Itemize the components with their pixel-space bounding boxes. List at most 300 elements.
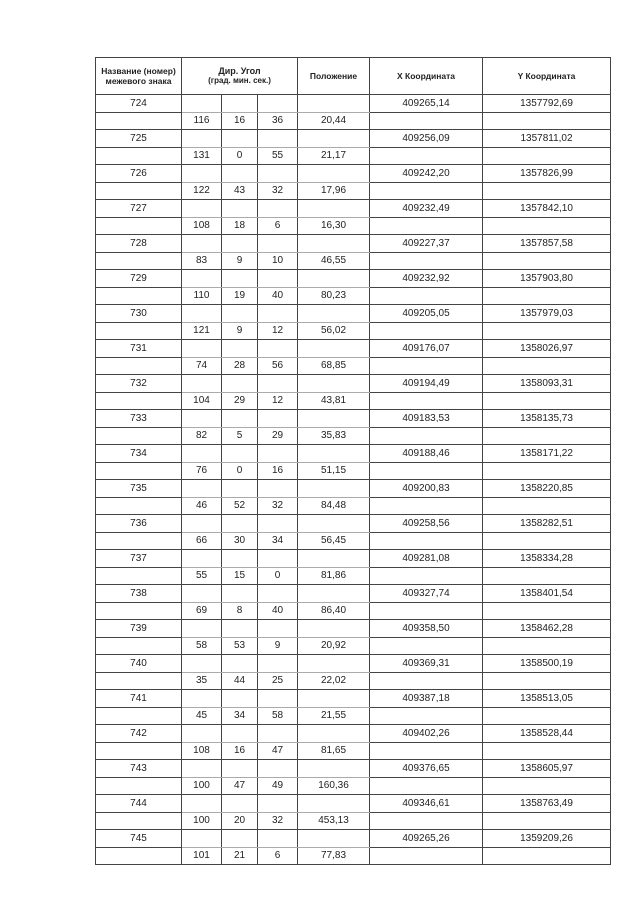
empty-cell (298, 515, 370, 533)
angle-minutes: 53 (222, 637, 258, 655)
empty-cell (182, 620, 222, 638)
empty-cell (182, 725, 222, 743)
angle-degrees: 104 (182, 392, 222, 410)
empty-cell (96, 147, 182, 165)
point-y-coordinate: 1357826,99 (483, 165, 611, 183)
point-y-coordinate: 1357857,58 (483, 235, 611, 253)
empty-cell (483, 217, 611, 235)
point-x-coordinate: 409258,56 (370, 515, 483, 533)
empty-cell (483, 427, 611, 445)
angle-degrees: 122 (182, 182, 222, 200)
angle-degrees: 83 (182, 252, 222, 270)
empty-cell (483, 252, 611, 270)
segment-length: 56,45 (298, 532, 370, 550)
segment-length: 16,30 (298, 217, 370, 235)
point-y-coordinate: 1358528,44 (483, 725, 611, 743)
empty-cell (483, 322, 611, 340)
segment-length: 20,44 (298, 112, 370, 130)
empty-cell (222, 725, 258, 743)
point-y-coordinate: 1358282,51 (483, 515, 611, 533)
point-name: 725 (96, 130, 182, 148)
angle-degrees: 46 (182, 497, 222, 515)
empty-cell (370, 147, 483, 165)
empty-cell (222, 305, 258, 323)
point-name: 745 (96, 830, 182, 848)
point-x-coordinate: 409183,53 (370, 410, 483, 428)
table-row-segment (96, 567, 611, 585)
empty-cell (258, 690, 298, 708)
angle-minutes: 0 (222, 147, 258, 165)
segment-length: 453,13 (298, 812, 370, 830)
angle-seconds: 9 (258, 637, 298, 655)
point-x-coordinate: 409227,37 (370, 235, 483, 253)
empty-cell (96, 392, 182, 410)
angle-degrees: 108 (182, 742, 222, 760)
empty-cell (483, 147, 611, 165)
empty-cell (483, 847, 611, 865)
empty-cell (483, 637, 611, 655)
empty-cell (483, 182, 611, 200)
empty-cell (298, 445, 370, 463)
empty-cell (182, 200, 222, 218)
table-row-segment (96, 602, 611, 620)
empty-cell (370, 462, 483, 480)
empty-cell (96, 707, 182, 725)
empty-cell (182, 375, 222, 393)
angle-minutes: 52 (222, 497, 258, 515)
table-row-point (96, 690, 611, 708)
empty-cell (298, 130, 370, 148)
point-y-coordinate: 1358093,31 (483, 375, 611, 393)
empty-cell (222, 375, 258, 393)
empty-cell (483, 672, 611, 690)
header-length: Положение (298, 58, 370, 95)
empty-cell (370, 392, 483, 410)
header-y: Y Координата (483, 58, 611, 95)
point-y-coordinate: 1358513,05 (483, 690, 611, 708)
point-y-coordinate: 1357903,80 (483, 270, 611, 288)
point-y-coordinate: 1358401,54 (483, 585, 611, 603)
header-angle-units: (град. мин. сек.) (208, 76, 271, 85)
angle-minutes: 0 (222, 462, 258, 480)
empty-cell (96, 497, 182, 515)
angle-seconds: 55 (258, 147, 298, 165)
empty-cell (370, 847, 483, 865)
angle-minutes: 9 (222, 252, 258, 270)
angle-seconds: 29 (258, 427, 298, 445)
angle-degrees: 100 (182, 812, 222, 830)
empty-cell (182, 515, 222, 533)
empty-cell (483, 112, 611, 130)
angle-minutes: 8 (222, 602, 258, 620)
empty-cell (483, 707, 611, 725)
angle-degrees: 76 (182, 462, 222, 480)
empty-cell (182, 655, 222, 673)
angle-degrees: 58 (182, 637, 222, 655)
angle-minutes: 9 (222, 322, 258, 340)
angle-seconds: 36 (258, 112, 298, 130)
angle-minutes: 5 (222, 427, 258, 445)
table-row-point (96, 340, 611, 358)
empty-cell (370, 217, 483, 235)
empty-cell (298, 795, 370, 813)
point-x-coordinate: 409232,49 (370, 200, 483, 218)
empty-cell (483, 567, 611, 585)
empty-cell (258, 200, 298, 218)
angle-seconds: 0 (258, 567, 298, 585)
empty-cell (182, 305, 222, 323)
point-name: 744 (96, 795, 182, 813)
empty-cell (182, 585, 222, 603)
empty-cell (298, 410, 370, 428)
angle-seconds: 6 (258, 847, 298, 865)
empty-cell (96, 637, 182, 655)
point-name: 733 (96, 410, 182, 428)
empty-cell (370, 777, 483, 795)
angle-seconds: 16 (258, 462, 298, 480)
point-y-coordinate: 1358763,49 (483, 795, 611, 813)
table-row-segment (96, 462, 611, 480)
table-body (96, 95, 611, 865)
angle-minutes: 29 (222, 392, 258, 410)
empty-cell (483, 602, 611, 620)
table-row-point (96, 445, 611, 463)
empty-cell (96, 217, 182, 235)
segment-length: 56,02 (298, 322, 370, 340)
table-row-segment (96, 147, 611, 165)
table-row-point (96, 655, 611, 673)
segment-length: 20,92 (298, 637, 370, 655)
table-row-segment (96, 182, 611, 200)
empty-cell (182, 165, 222, 183)
empty-cell (258, 375, 298, 393)
table-row-point (96, 200, 611, 218)
empty-cell (258, 165, 298, 183)
empty-cell (370, 322, 483, 340)
table-row-point (96, 410, 611, 428)
angle-seconds: 40 (258, 602, 298, 620)
empty-cell (182, 130, 222, 148)
angle-degrees: 35 (182, 672, 222, 690)
segment-length: 86,40 (298, 602, 370, 620)
table-row-point (96, 760, 611, 778)
empty-cell (182, 795, 222, 813)
table-row-segment (96, 532, 611, 550)
empty-cell (222, 550, 258, 568)
angle-degrees: 131 (182, 147, 222, 165)
point-name: 728 (96, 235, 182, 253)
empty-cell (298, 550, 370, 568)
point-name: 737 (96, 550, 182, 568)
empty-cell (96, 182, 182, 200)
point-y-coordinate: 1358171,22 (483, 445, 611, 463)
table-row-segment (96, 777, 611, 795)
table-row-point (96, 620, 611, 638)
segment-length: 21,17 (298, 147, 370, 165)
empty-cell (222, 690, 258, 708)
empty-cell (370, 182, 483, 200)
empty-cell (483, 532, 611, 550)
empty-cell (182, 550, 222, 568)
header-x: X Координата (370, 58, 483, 95)
angle-degrees: 108 (182, 217, 222, 235)
angle-seconds: 47 (258, 742, 298, 760)
point-name: 741 (96, 690, 182, 708)
empty-cell (258, 95, 298, 113)
empty-cell (182, 340, 222, 358)
point-name: 732 (96, 375, 182, 393)
empty-cell (222, 165, 258, 183)
angle-seconds: 58 (258, 707, 298, 725)
segment-length: 35,83 (298, 427, 370, 445)
empty-cell (258, 550, 298, 568)
empty-cell (258, 235, 298, 253)
point-x-coordinate: 409376,65 (370, 760, 483, 778)
empty-cell (370, 637, 483, 655)
table-row-segment (96, 217, 611, 235)
empty-cell (298, 340, 370, 358)
empty-cell (370, 497, 483, 515)
empty-cell (96, 252, 182, 270)
point-y-coordinate: 1357842,10 (483, 200, 611, 218)
table-row-segment (96, 252, 611, 270)
angle-seconds: 49 (258, 777, 298, 795)
empty-cell (96, 322, 182, 340)
empty-cell (182, 690, 222, 708)
point-y-coordinate: 1359209,26 (483, 830, 611, 848)
empty-cell (298, 375, 370, 393)
table-row-point (96, 725, 611, 743)
table-row-segment (96, 357, 611, 375)
empty-cell (258, 130, 298, 148)
angle-minutes: 47 (222, 777, 258, 795)
table-row-segment (96, 847, 611, 865)
angle-minutes: 28 (222, 357, 258, 375)
empty-cell (483, 777, 611, 795)
empty-cell (298, 165, 370, 183)
point-x-coordinate: 409194,49 (370, 375, 483, 393)
header-angle (182, 58, 298, 95)
table-row-point (96, 585, 611, 603)
point-name: 731 (96, 340, 182, 358)
point-name: 739 (96, 620, 182, 638)
segment-length: 81,65 (298, 742, 370, 760)
angle-minutes: 30 (222, 532, 258, 550)
table-row-point (96, 270, 611, 288)
point-name: 727 (96, 200, 182, 218)
empty-cell (258, 340, 298, 358)
empty-cell (298, 95, 370, 113)
segment-length: 17,96 (298, 182, 370, 200)
empty-cell (370, 252, 483, 270)
empty-cell (222, 445, 258, 463)
empty-cell (222, 655, 258, 673)
empty-cell (96, 112, 182, 130)
empty-cell (222, 95, 258, 113)
point-x-coordinate: 409265,26 (370, 830, 483, 848)
header-angle-title: Дир. Угол (218, 66, 261, 76)
point-y-coordinate: 1357811,02 (483, 130, 611, 148)
point-name: 740 (96, 655, 182, 673)
table-row-segment (96, 497, 611, 515)
empty-cell (182, 760, 222, 778)
empty-cell (370, 672, 483, 690)
point-y-coordinate: 1358026,97 (483, 340, 611, 358)
empty-cell (483, 287, 611, 305)
empty-cell (483, 812, 611, 830)
empty-cell (96, 847, 182, 865)
empty-cell (258, 410, 298, 428)
empty-cell (298, 480, 370, 498)
segment-length: 22,02 (298, 672, 370, 690)
point-name: 743 (96, 760, 182, 778)
angle-seconds: 32 (258, 497, 298, 515)
angle-seconds: 40 (258, 287, 298, 305)
empty-cell (298, 830, 370, 848)
empty-cell (222, 585, 258, 603)
empty-cell (222, 760, 258, 778)
angle-degrees: 55 (182, 567, 222, 585)
empty-cell (298, 200, 370, 218)
angle-minutes: 21 (222, 847, 258, 865)
angle-degrees: 116 (182, 112, 222, 130)
boundary-coordinates-table (95, 57, 611, 865)
empty-cell (483, 462, 611, 480)
point-name: 729 (96, 270, 182, 288)
empty-cell (96, 742, 182, 760)
empty-cell (483, 497, 611, 515)
point-x-coordinate: 409402,26 (370, 725, 483, 743)
table-row-point (96, 515, 611, 533)
empty-cell (182, 445, 222, 463)
point-name: 726 (96, 165, 182, 183)
empty-cell (298, 655, 370, 673)
angle-degrees: 110 (182, 287, 222, 305)
empty-cell (182, 270, 222, 288)
point-y-coordinate: 1358462,28 (483, 620, 611, 638)
angle-degrees: 101 (182, 847, 222, 865)
point-x-coordinate: 409188,46 (370, 445, 483, 463)
point-y-coordinate: 1358220,85 (483, 480, 611, 498)
point-name: 730 (96, 305, 182, 323)
angle-seconds: 25 (258, 672, 298, 690)
angle-seconds: 56 (258, 357, 298, 375)
point-x-coordinate: 409256,09 (370, 130, 483, 148)
empty-cell (258, 620, 298, 638)
empty-cell (483, 392, 611, 410)
empty-cell (370, 357, 483, 375)
empty-cell (370, 112, 483, 130)
empty-cell (182, 830, 222, 848)
segment-length: 43,81 (298, 392, 370, 410)
table-row-point (96, 375, 611, 393)
table-row-segment (96, 287, 611, 305)
empty-cell (483, 742, 611, 760)
angle-degrees: 74 (182, 357, 222, 375)
point-x-coordinate: 409265,14 (370, 95, 483, 113)
table-row-segment (96, 637, 611, 655)
table-row-segment (96, 707, 611, 725)
empty-cell (258, 480, 298, 498)
angle-seconds: 32 (258, 812, 298, 830)
segment-length: 160,36 (298, 777, 370, 795)
angle-degrees: 121 (182, 322, 222, 340)
empty-cell (370, 707, 483, 725)
point-x-coordinate: 409327,74 (370, 585, 483, 603)
table-row-segment (96, 812, 611, 830)
empty-cell (96, 462, 182, 480)
table-row-point (96, 795, 611, 813)
empty-cell (96, 602, 182, 620)
angle-minutes: 16 (222, 112, 258, 130)
point-x-coordinate: 409242,20 (370, 165, 483, 183)
angle-degrees: 45 (182, 707, 222, 725)
table-row-point (96, 305, 611, 323)
empty-cell (96, 427, 182, 445)
angle-seconds: 12 (258, 322, 298, 340)
angle-minutes: 34 (222, 707, 258, 725)
empty-cell (222, 200, 258, 218)
empty-cell (258, 515, 298, 533)
empty-cell (222, 830, 258, 848)
table-row-segment (96, 392, 611, 410)
segment-length: 21,55 (298, 707, 370, 725)
table-row-point (96, 95, 611, 113)
table-row-segment (96, 742, 611, 760)
segment-length: 84,48 (298, 497, 370, 515)
empty-cell (298, 760, 370, 778)
angle-seconds: 32 (258, 182, 298, 200)
empty-cell (222, 795, 258, 813)
empty-cell (96, 672, 182, 690)
point-name: 734 (96, 445, 182, 463)
segment-length: 80,23 (298, 287, 370, 305)
point-name: 735 (96, 480, 182, 498)
angle-minutes: 44 (222, 672, 258, 690)
point-y-coordinate: 1358605,97 (483, 760, 611, 778)
point-x-coordinate: 409176,07 (370, 340, 483, 358)
point-y-coordinate: 1358334,28 (483, 550, 611, 568)
empty-cell (182, 480, 222, 498)
empty-cell (96, 777, 182, 795)
empty-cell (96, 357, 182, 375)
empty-cell (222, 130, 258, 148)
point-name: 724 (96, 95, 182, 113)
empty-cell (298, 235, 370, 253)
angle-degrees: 82 (182, 427, 222, 445)
table-row-point (96, 830, 611, 848)
angle-minutes: 19 (222, 287, 258, 305)
empty-cell (96, 812, 182, 830)
empty-cell (258, 725, 298, 743)
empty-cell (182, 95, 222, 113)
point-x-coordinate: 409232,92 (370, 270, 483, 288)
point-x-coordinate: 409369,31 (370, 655, 483, 673)
empty-cell (258, 445, 298, 463)
segment-length: 46,55 (298, 252, 370, 270)
empty-cell (222, 410, 258, 428)
empty-cell (298, 270, 370, 288)
angle-minutes: 43 (222, 182, 258, 200)
empty-cell (258, 760, 298, 778)
angle-seconds: 34 (258, 532, 298, 550)
empty-cell (258, 585, 298, 603)
empty-cell (370, 427, 483, 445)
point-x-coordinate: 409358,50 (370, 620, 483, 638)
point-y-coordinate: 1357792,69 (483, 95, 611, 113)
point-y-coordinate: 1358500,19 (483, 655, 611, 673)
angle-degrees: 100 (182, 777, 222, 795)
